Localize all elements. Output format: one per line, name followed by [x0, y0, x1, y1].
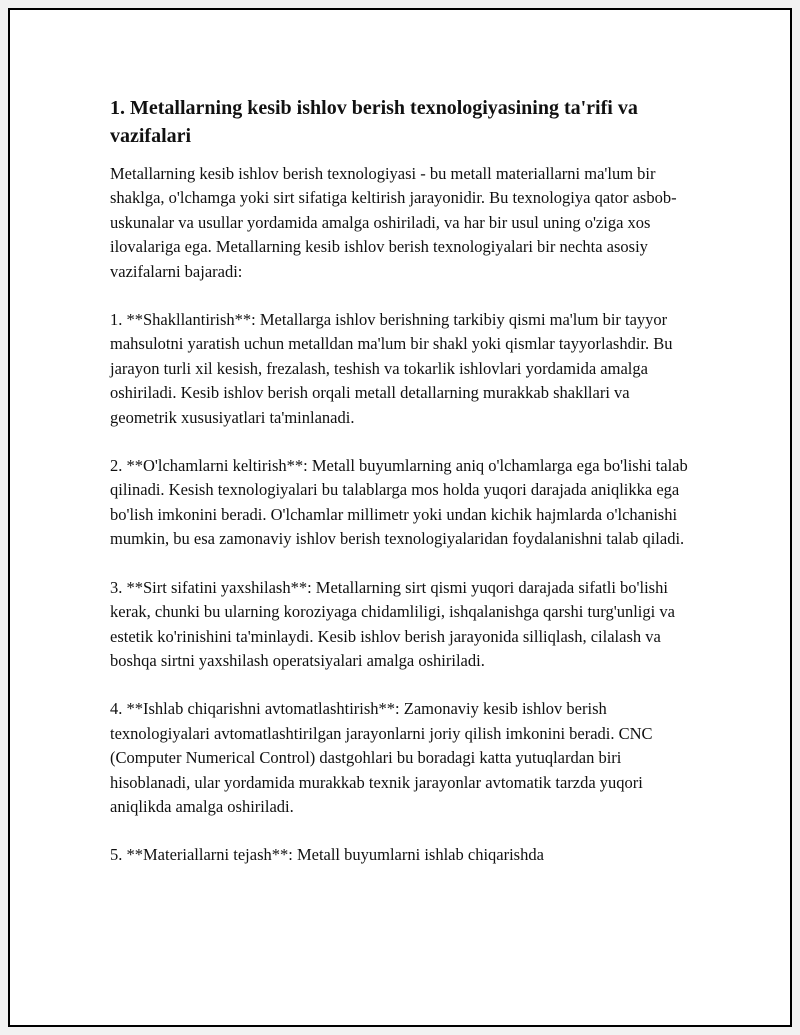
list-item-material-saving: 5. **Materiallarni tejash**: Metall buyumlarni ishlab chiqarishda — [110, 845, 544, 865]
document-content — [110, 94, 690, 868]
list-item-automation: 4. **Ishlab chiqarishni avtomatlashtirish**: Zamonaviy kesib ishlov berish texnologiyalari avtomatlashtirilgan jarayonlarni joriy qilish imkonini beradi. CNC (Computer Numerical Control) dastgohlari bu boradagi katta yutuqlardan biri hisoblanadi, ular yordamida murakkab texnik jarayonlar avtomatik tarzda yuqori aniqlikda amalga oshiriladi. — [110, 699, 653, 816]
list-item-surface-quality: 3. **Sirt sifatini yaxshilash**: Metallarning sirt qismi yuqori darajada sifatli bo'lishi kerak, chunki bu ularning koroziyaga chidamliligi, ishqalanishga qarshi turg'unligi va estetik ko'rinishini ta'minlaydi. Kesib ishlov berish jarayonida silliqlash, cilalash va boshqa sirtni yaxshilash operatsiyalari amalga oshiriladi. — [110, 577, 675, 670]
intro-paragraph: Metallarning kesib ishlov berish texnologiyasi - bu metall materiallarni ma'lum bir shaklga, o'lchamga yoki sirt sifatiga keltirish jarayonidir. Bu texnologiya qator asbob-uskunalar va usullar yordamida amalga oshiriladi, va har bir usul uning o'ziga xos ilovalariga ega. Metallarning kesib ishlov berish texnologiyalari bir nechta asosiy vazifalarni bajaradi: — [110, 164, 677, 281]
list-item-dimensions: 2. **O'lchamlarni keltirish**: Metall buyumlarning aniq o'lchamlarga ega bo'lishi talab qilinadi. Kesish texnologiyalari bu talablarga mos holda yuqori darajada aniqlikka ega bo'lish imkonini beradi. O'lchamlar millimetr yoki undan kichik hajmlarda o'lchanishi mumkin, bu esa zamonaviy ishlov berish texnologiyalaridan foydalanishni talab qiladi. — [110, 456, 688, 549]
list-item-shaping: 1. **Shakllantirish**: Metallarga ishlov berishning tarkibiy qismi ma'lum bir tayyor mahsulotni yaratish uchun metalldan ma'lum bir shakl yoki qismlar tayyorlashdir. Bu jarayon turli xil kesish, frezalash, teshish va tokarlik ishlovlari yordamida amalga oshiriladi. Kesib ishlov berish orqali metall detallarning murakkab shakllari va geometrik xususiyatlari ta'minlanadi. — [110, 310, 673, 427]
section-heading: 1. Metallarning kesib ishlov berish texnologiyasining ta'rifi va vazifalari — [110, 97, 638, 147]
